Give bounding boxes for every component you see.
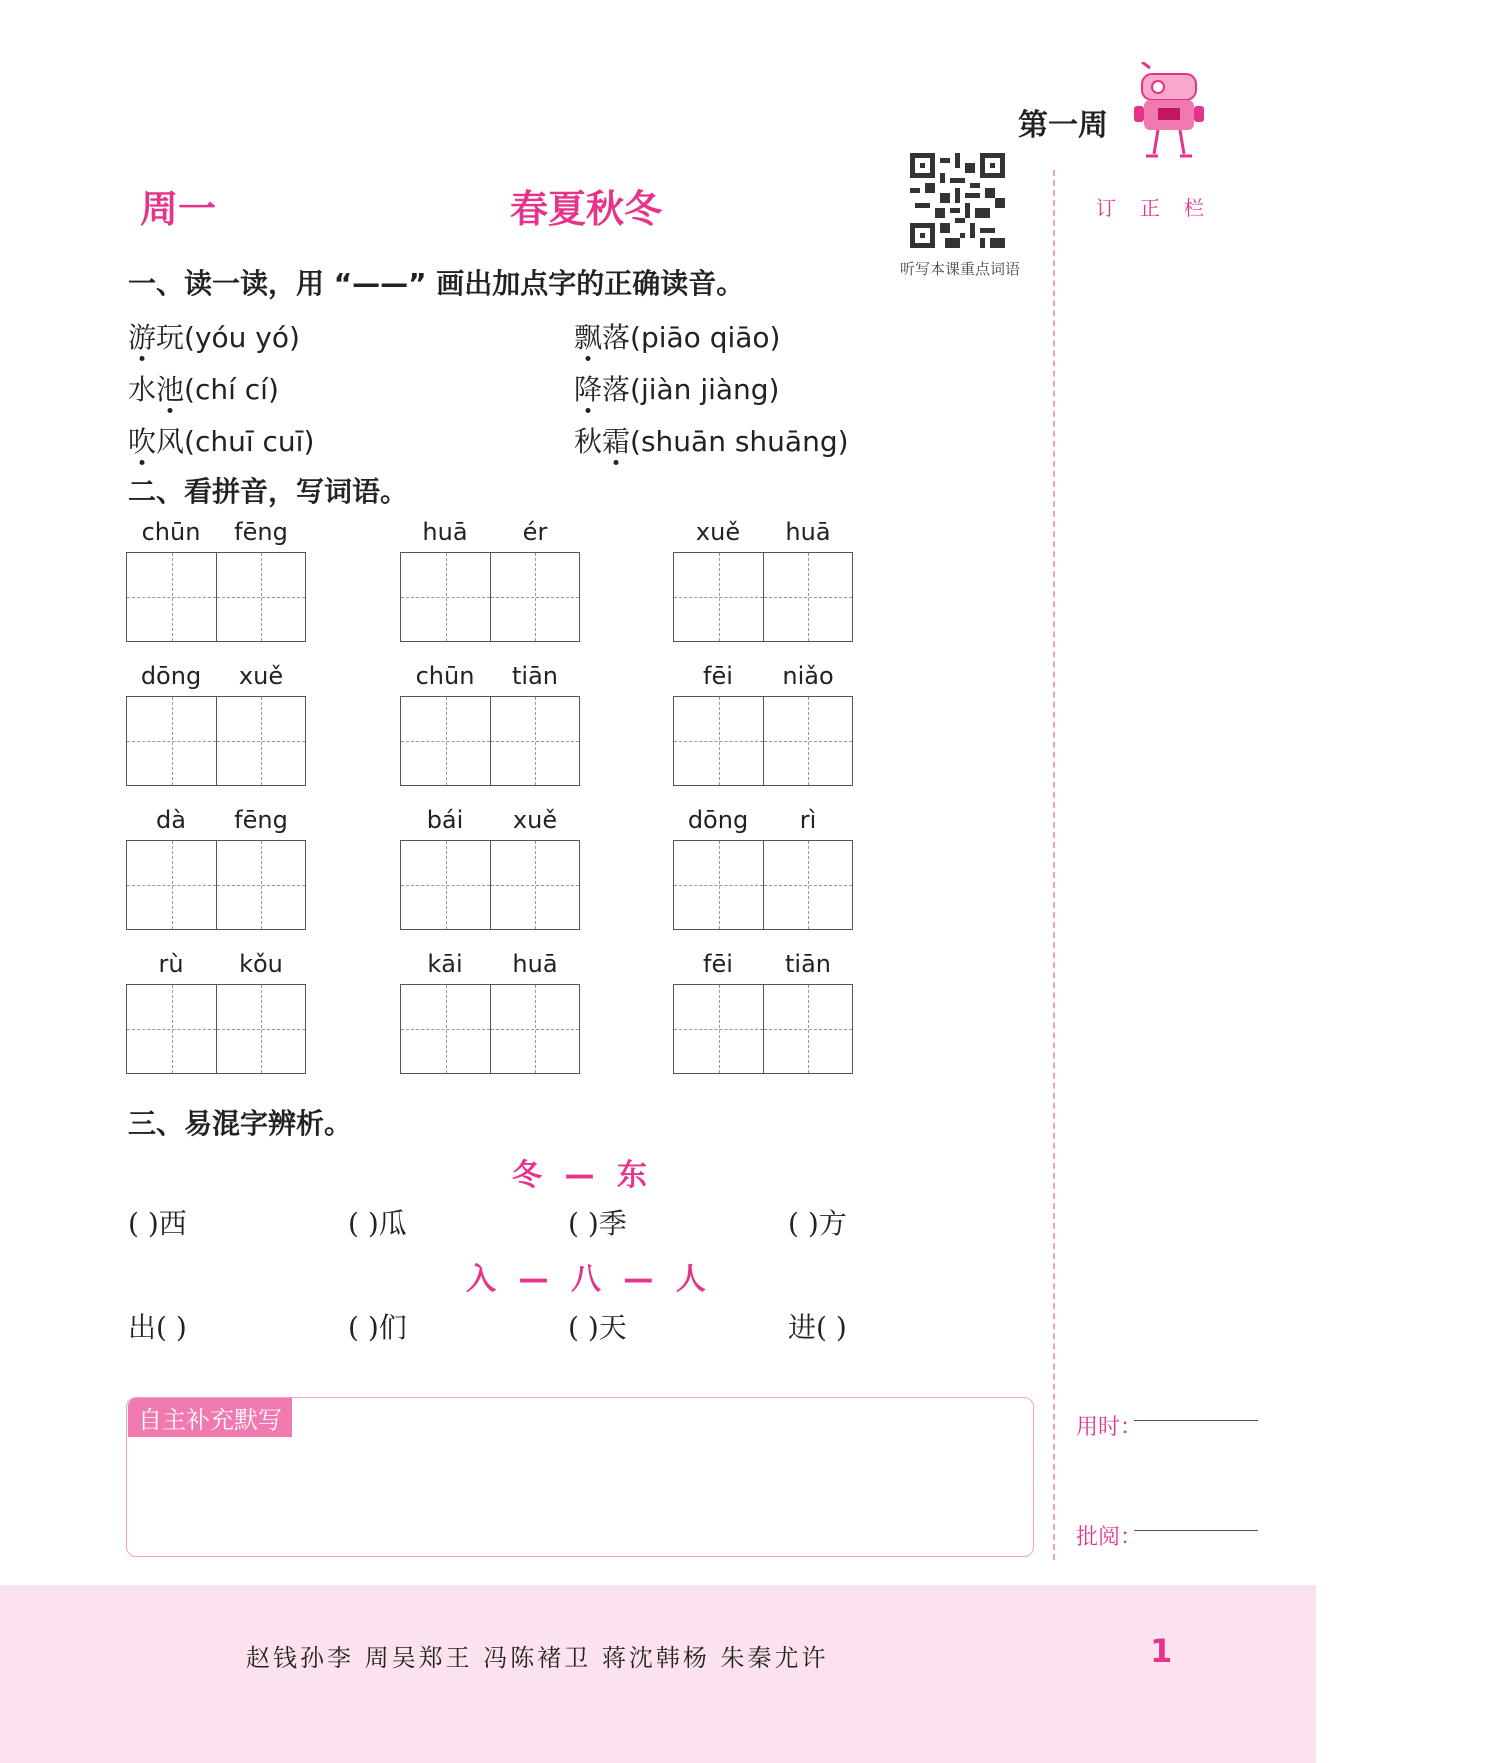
- pinyin-writing-cell: [673, 518, 853, 642]
- word-character: 秋: [574, 425, 603, 458]
- pinyin-syllable: kǒu: [239, 950, 283, 978]
- writing-square[interactable]: [401, 841, 490, 929]
- section3-title: 三、易混字辨析。: [128, 1107, 353, 1140]
- time-label: 用时：: [1076, 1415, 1143, 1440]
- writing-square[interactable]: [401, 985, 490, 1073]
- correction-divider: [1053, 170, 1055, 1560]
- pinyin-item[interactable]: 水池(chí cí): [128, 373, 279, 406]
- fill-blank[interactable]: 出( ): [128, 1311, 187, 1344]
- pinyin-item[interactable]: 游玩(yóu yó): [128, 321, 300, 354]
- fill-blank[interactable]: ( )们: [348, 1311, 407, 1344]
- fill-blank[interactable]: ( )天: [568, 1311, 627, 1344]
- pinyin-writing-cell: [126, 806, 306, 930]
- pinyin-writing-cell: [400, 662, 580, 786]
- fill-blank[interactable]: ( )季: [568, 1207, 627, 1240]
- day-label: 周一: [140, 187, 217, 231]
- word-character: 落: [602, 373, 631, 406]
- writing-square[interactable]: [674, 553, 763, 641]
- pinyin-word: [128, 373, 184, 406]
- pinyin-writing-cell: [400, 518, 580, 642]
- pinyin-writing-cell: [673, 806, 853, 930]
- review-label: 批阅：: [1076, 1525, 1143, 1550]
- pinyin-syllable: kāi: [427, 950, 463, 978]
- pinyin-word: [128, 321, 184, 354]
- pinyin-word: [574, 321, 630, 354]
- pinyin-writing-cell: [400, 806, 580, 930]
- correction-column-label: 订正栏: [1096, 196, 1228, 220]
- pinyin-item[interactable]: 秋霜(shuān shuāng): [574, 425, 849, 458]
- pinyin-syllable: fēng: [234, 806, 288, 834]
- word-character: 水: [128, 373, 157, 406]
- tianzige-grid[interactable]: [126, 696, 306, 786]
- pinyin-word: [574, 425, 630, 458]
- pinyin-syllable: rì: [799, 806, 817, 834]
- lesson-title: 春夏秋冬: [510, 187, 663, 231]
- footer-names: 赵钱孙李 周吴郑王 冯陈褚卫 蒋沈韩杨 朱秦尤许: [246, 1644, 829, 1672]
- qr-caption: 听写本课重点词语: [899, 260, 1020, 278]
- writing-square[interactable]: [216, 697, 305, 785]
- tianzige-grid[interactable]: [126, 552, 306, 642]
- writing-square[interactable]: [216, 841, 305, 929]
- writing-square[interactable]: [674, 985, 763, 1073]
- writing-square[interactable]: [674, 697, 763, 785]
- pinyin-word: [574, 373, 630, 406]
- word-character: 玩: [156, 321, 185, 354]
- pinyin-syllable: fēi: [703, 950, 733, 978]
- tianzige-grid[interactable]: [673, 696, 853, 786]
- pinyin-syllable: huā: [422, 518, 468, 546]
- dotted-character: 池: [156, 373, 185, 406]
- pinyin-syllable: chūn: [141, 518, 201, 546]
- tianzige-grid[interactable]: [400, 984, 580, 1074]
- writing-square[interactable]: [127, 985, 216, 1073]
- writing-square[interactable]: [490, 553, 579, 641]
- fill-blank[interactable]: 进( ): [788, 1311, 847, 1344]
- writing-square[interactable]: [674, 841, 763, 929]
- tianzige-grid[interactable]: [400, 552, 580, 642]
- fill-blank[interactable]: ( )西: [128, 1207, 187, 1240]
- review-input-line[interactable]: [1134, 1530, 1258, 1531]
- writing-square[interactable]: [401, 697, 490, 785]
- confusable-heading-2: 入 — 八 — 人: [466, 1262, 712, 1297]
- qr-code-icon[interactable]: [910, 153, 1005, 248]
- dotted-character: 吹: [128, 425, 157, 458]
- pinyin-syllable: tiān: [785, 950, 831, 978]
- dotted-character: 降: [574, 373, 603, 406]
- writing-square[interactable]: [763, 553, 852, 641]
- footer-band: [0, 1585, 1316, 1763]
- dotted-character: 游: [128, 321, 157, 354]
- tianzige-grid[interactable]: [126, 840, 306, 930]
- pinyin-syllable: chūn: [415, 662, 475, 690]
- supplement-label: 自主补充默写: [128, 1398, 292, 1437]
- pinyin-syllable: xuě: [695, 518, 741, 546]
- pinyin-syllable: dà: [156, 806, 186, 834]
- section1-title: 一、读一读，用 “——” 画出加点字的正确读音。: [128, 267, 745, 300]
- pinyin-syllable: tiān: [512, 662, 558, 690]
- writing-square[interactable]: [490, 697, 579, 785]
- writing-square[interactable]: [490, 985, 579, 1073]
- pinyin-syllable: dōng: [687, 806, 749, 834]
- writing-square[interactable]: [763, 697, 852, 785]
- pinyin-writing-cell: [126, 662, 306, 786]
- writing-square[interactable]: [127, 553, 216, 641]
- writing-square[interactable]: [763, 985, 852, 1073]
- pinyin-writing-cell: [673, 950, 853, 1074]
- tianzige-grid[interactable]: [400, 696, 580, 786]
- writing-square[interactable]: [216, 553, 305, 641]
- pinyin-item[interactable]: 降落(jiàn jiàng): [574, 373, 780, 406]
- tianzige-grid[interactable]: [126, 984, 306, 1074]
- confusable-heading-1: 冬 — 东: [512, 1158, 653, 1193]
- pinyin-syllable: niǎo: [782, 662, 834, 690]
- tianzige-grid[interactable]: [673, 984, 853, 1074]
- dotted-character: 飘: [574, 321, 603, 354]
- word-character: 风: [156, 425, 185, 458]
- writing-square[interactable]: [127, 841, 216, 929]
- pinyin-syllable: dōng: [140, 662, 202, 690]
- pinyin-item[interactable]: 吹风(chuī cuī): [128, 425, 315, 458]
- pinyin-writing-cell: [673, 662, 853, 786]
- pinyin-syllable: xuě: [512, 806, 558, 834]
- tianzige-grid[interactable]: [400, 840, 580, 930]
- tianzige-grid[interactable]: [673, 840, 853, 930]
- pinyin-syllable: bái: [426, 806, 464, 834]
- word-character: 落: [602, 321, 631, 354]
- fill-blank[interactable]: ( )方: [788, 1207, 847, 1240]
- robot-mascot-icon: [1128, 62, 1208, 162]
- dotted-character: 霜: [602, 425, 631, 458]
- pinyin-writing-cell: [126, 518, 306, 642]
- week-title: 第一周: [1018, 108, 1108, 143]
- pinyin-syllable: huā: [785, 518, 831, 546]
- pinyin-syllable: xuě: [238, 662, 284, 690]
- pinyin-syllable: fēng: [234, 518, 288, 546]
- pinyin-word: [128, 425, 184, 458]
- section2-title: 二、看拼音，写词语。: [128, 475, 409, 508]
- writing-square[interactable]: [216, 985, 305, 1073]
- pinyin-syllable: ér: [522, 518, 548, 546]
- page-number: 1: [1150, 1632, 1173, 1670]
- fill-blank[interactable]: ( )瓜: [348, 1207, 407, 1240]
- writing-square[interactable]: [763, 841, 852, 929]
- pinyin-syllable: rù: [158, 950, 184, 978]
- pinyin-syllable: huā: [512, 950, 558, 978]
- writing-square[interactable]: [490, 841, 579, 929]
- tianzige-grid[interactable]: [673, 552, 853, 642]
- pinyin-writing-cell: [400, 950, 580, 1074]
- writing-square[interactable]: [127, 697, 216, 785]
- time-input-line[interactable]: [1134, 1420, 1258, 1421]
- pinyin-item[interactable]: 飘落(piāo qiāo): [574, 321, 781, 354]
- writing-square[interactable]: [401, 553, 490, 641]
- pinyin-syllable: fēi: [703, 662, 733, 690]
- pinyin-writing-cell: [126, 950, 306, 1074]
